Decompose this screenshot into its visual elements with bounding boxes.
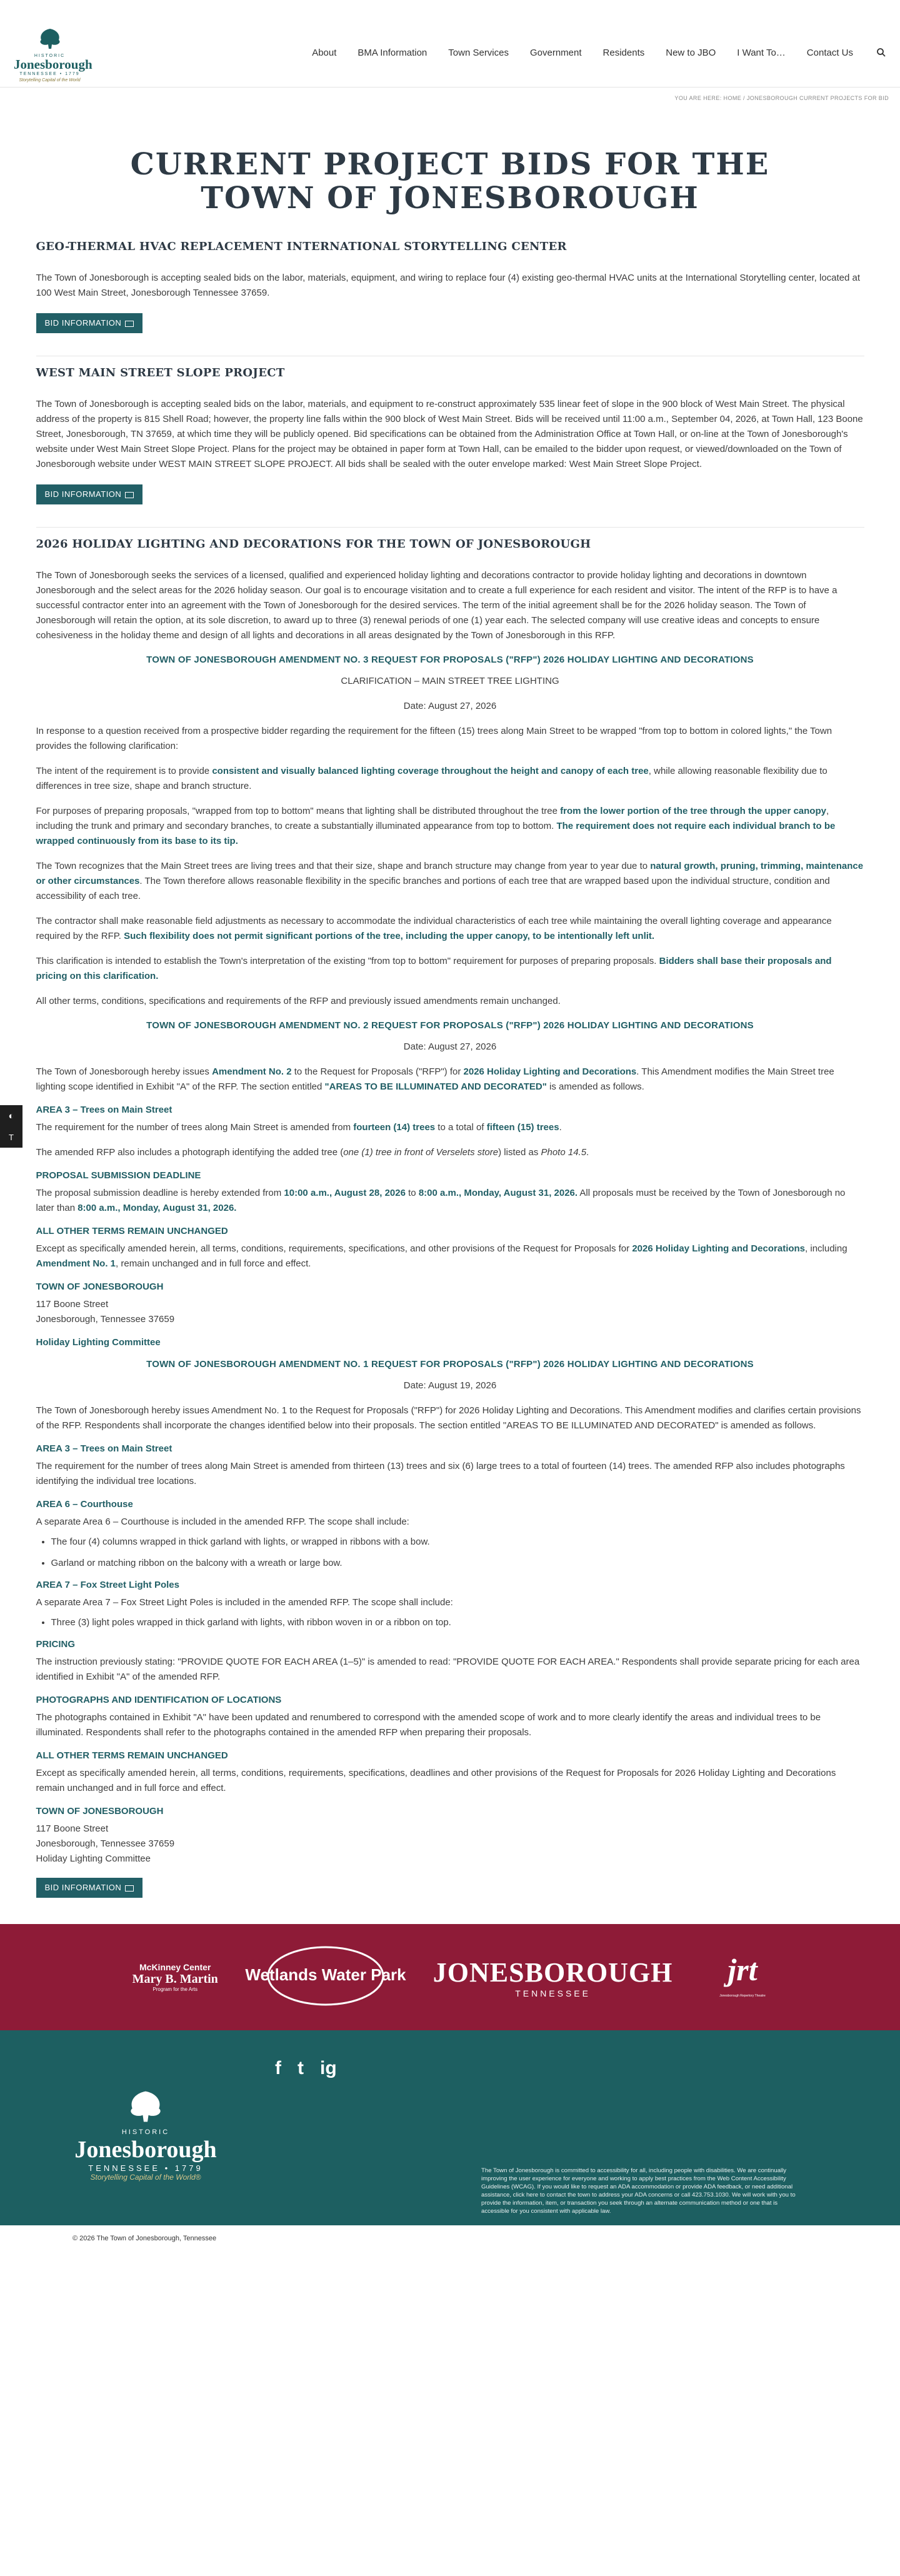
amendment-3-p3 bbox=[36, 804, 864, 849]
nav-residents[interactable]: Residents bbox=[602, 48, 645, 58]
bid-information-button-holiday[interactable] bbox=[36, 1878, 143, 1898]
amendment-1-title: TOWN OF JONESBOROUGH AMENDMENT NO. 1 REQUEST FOR PROPOSALS ("RFP") 2026 HOLIDAY LIGHTING AND DECORATIONS bbox=[146, 1359, 754, 1370]
amendment-1-address-1: 117 Boone Street bbox=[36, 1823, 109, 1834]
text-run: Except as specifically amended herein, all terms, conditions, requirements, specifications, and other provisions of the Request for Proposals for bbox=[36, 1243, 632, 1254]
logo-pre: HISTORIC bbox=[34, 54, 66, 58]
folder-icon bbox=[125, 321, 134, 327]
site-header bbox=[0, 0, 900, 88]
section-text-hvac: The Town of Jonesborough is accepting sealed bids on the labor, materials, equipment, and wiring to replace four (4) existing geo-thermal HVAC units at the International Storytelling center, located at 100 West Main Street, Jonesborough Tennessee 37659. bbox=[36, 273, 861, 298]
text-run-italic: Photo 14.5 bbox=[541, 1147, 587, 1158]
text-run: This clarification is intended to establish the Town's interpretation of the existing "from top to bottom" requirement for purposes of preparing proposals. bbox=[36, 956, 659, 966]
section-title-hvac: GEO-THERMAL HVAC REPLACEMENT INTERNATIONAL STORYTELLING CENTER bbox=[36, 240, 567, 253]
amendment-2-p3 bbox=[36, 1145, 864, 1160]
amendment-1-area3-heading: AREA 3 – Trees on Main Street bbox=[36, 1443, 172, 1454]
text-run: The proposal submission deadline is hereby extended from bbox=[36, 1188, 284, 1198]
twitter-glyph: t bbox=[298, 2058, 304, 2078]
amendment-1-other-text: Except as specifically amended herein, all terms, conditions, requirements, specifications, deadlines and other provisions of the Request for Proposals for 2026 Holiday Lighting and Decorations remain unchanged and in full force and effect. bbox=[36, 1768, 836, 1793]
nav-government[interactable]: Government bbox=[529, 48, 582, 58]
search-icon[interactable] bbox=[876, 48, 886, 58]
page-title: CURRENT PROJECT BIDS FOR THE TOWN OF JONESBOROUGH bbox=[130, 147, 770, 216]
sponsor-jonesborough-name: JONESBOROUGH bbox=[432, 1957, 673, 1988]
footer-logo-name: Jonesborough bbox=[74, 2137, 217, 2163]
text-run: . bbox=[586, 1147, 589, 1158]
sponsor-band bbox=[0, 1924, 900, 2030]
text-run: to bbox=[405, 1188, 419, 1198]
text-size-icon[interactable]: T bbox=[9, 1132, 14, 1142]
logo-name: Jonesborough bbox=[14, 57, 92, 72]
text-run: For purposes of preparing proposals, "wrapped from top to bottom" means that lighting shall be distributed throughout the tree bbox=[36, 806, 561, 816]
text-run: The Town recognizes that the Main Street trees are living trees and that their size, shape and branch structure may change from year to year due to bbox=[36, 861, 651, 871]
sponsor-jrt[interactable] bbox=[718, 1942, 768, 2013]
text-run: The Town of Jonesborough hereby issues bbox=[36, 1066, 212, 1077]
text-run-bold: "AREAS TO BE ILLUMINATED AND DECORATED" bbox=[324, 1081, 547, 1092]
amendment-1-pricing-text: The instruction previously stating: "PROVIDE QUOTE FOR EACH AREA (1–5)" is amended to read: "PROVIDE QUOTE FOR EACH AREA." Respondents shall provide separate pricing for each area identified in Exhibit "A" of the amended RFP. bbox=[36, 1656, 860, 1682]
amendment-2-address-2: Jonesborough, Tennessee 37659 bbox=[36, 1314, 175, 1325]
amendment-2-committee: Holiday Lighting Committee bbox=[36, 1337, 161, 1348]
text-run-bold: from the lower portion of the tree through the upper canopy bbox=[560, 806, 826, 816]
bid-information-button-slope[interactable] bbox=[36, 484, 143, 504]
text-run-bold: The requirement does not require each individual branch to be wrapped continuously from its base to its tip. bbox=[36, 821, 836, 846]
logo-tagline: Storytelling Capital of the World bbox=[19, 78, 81, 83]
footer-logo[interactable] bbox=[74, 2088, 218, 2182]
text-run: , including bbox=[805, 1243, 848, 1254]
bid-button-label: BID INFORMATION bbox=[44, 489, 122, 499]
main-content bbox=[36, 240, 864, 1898]
bid-information-button-hvac[interactable] bbox=[36, 313, 143, 333]
section-text-slope: The Town of Jonesborough is accepting sealed bids on the labor, materials, and equipment to re-construct approximately 535 linear feet of slope in the 900 block of West Main Street. The physical address of the property is 815 Shell Road; however, the property line falls within the 900 block of West Main Street. Bids will be received until 11:00 a.m., September 04, 2026, at Town Hall, 123 Boone Street, Jonesborough, TN 37659, at which time they will be publicly opened. Bid specifications can be obtained from the Administration Office at Town Hall, or on-line at the Town of Jonesborough's website under West Main Street Slope Project. Plans for the project may be obtained in paper form at Town Hall, can be emailed to the bidder upon request, or viewed/downloaded on the Town of Jonesborough website under WEST MAIN STREET SLOPE PROJECT. All bids shall be sealed with the outer envelope marked: West Main Street Slope Project. bbox=[36, 399, 863, 469]
text-run: to the Request for Proposals ("RFP") for bbox=[291, 1066, 464, 1077]
amendment-1-area7-list bbox=[51, 1615, 864, 1630]
logo-sub: TENNESSEE • 1779 bbox=[19, 72, 80, 76]
amendment-2-p1 bbox=[36, 1065, 864, 1095]
text-run: , remain unchanged and in full force and effect. bbox=[116, 1258, 311, 1269]
facebook-glyph: f bbox=[275, 2058, 281, 2078]
text-run-bold: fifteen (15) trees bbox=[486, 1122, 559, 1133]
text-run: , while allowing reasonable flexibility due to differences in tree size, shape and branch structure. bbox=[36, 766, 828, 791]
amendment-3-clarification: CLARIFICATION – MAIN STREET TREE LIGHTING bbox=[341, 676, 559, 686]
text-run-bold: natural growth, pruning, trimming, maintenance or other circumstances bbox=[36, 861, 864, 886]
sponsor-mckinney-line1: McKinney Center bbox=[139, 1962, 211, 1972]
main-nav bbox=[301, 48, 864, 58]
sponsor-mckinney-line3: Program for the Arts bbox=[152, 1987, 198, 1992]
jrt-logo-icon bbox=[718, 1942, 768, 2010]
sponsor-mckinney-center[interactable] bbox=[132, 1962, 218, 1992]
nav-contact-us[interactable]: Contact Us bbox=[806, 48, 853, 58]
text-run-bold: Such flexibility does not permit significant portions of the tree, including the upper canopy, to be intentionally left unlit. bbox=[124, 931, 655, 941]
text-run: ) listed as bbox=[498, 1147, 541, 1158]
section-intro-holiday: The Town of Jonesborough seeks the services of a licensed, qualified and experienced holiday lighting and decorations contractor to provide holiday lighting and decorations in downtown Jonesborough and the select areas for the 2026 holiday season. Our goal is to encourage visitation and to create a full experience for each resident and visitor. The intent of the RFP is to have a successful contractor enter into an agreement with the Town of Jonesborough for the desired services. The term of the initial agreement shall be for the 2026 holiday season. The Town of Jonesborough will retain the option, at its sole discretion, to award up to three (3) renewal periods of one (1) year each. The selected company will use creative ideas and concepts to ensure cohesiveness in the holiday theme and design of all lights and decorations in all areas designated by the Town of Jonesborough in this RFP. bbox=[36, 570, 838, 641]
text-run: The intent of the requirement is to provide bbox=[36, 766, 212, 776]
svg-text:jrt: jrt bbox=[728, 1952, 758, 1987]
text-run-bold: 8:00 a.m., Monday, August 31, 2026. bbox=[78, 1203, 237, 1213]
amendment-3-p7: All other terms, conditions, specifications and requirements of the RFP and previously issued amendments remain unchanged. bbox=[36, 996, 561, 1006]
amendment-2-deadline-heading: PROPOSAL SUBMISSION DEADLINE bbox=[36, 1170, 201, 1181]
amendment-1-photos-text: The photographs contained in Exhibit "A" have been updated and renumbered to correspond with the amended scope of work and to more clearly identify the areas and individual trees to be illuminated. Respondents shall refer to the photographs contained in the amended RFP when preparing their proposals. bbox=[36, 1712, 821, 1738]
instagram-glyph: ig bbox=[320, 2058, 337, 2078]
twitter-icon[interactable] bbox=[298, 2058, 304, 2079]
footer-logo-sub: TENNESSEE • 1779 bbox=[88, 2163, 203, 2173]
section-title-holiday: 2026 HOLIDAY LIGHTING AND DECORATIONS FOR THE TOWN OF JONESBOROUGH bbox=[36, 527, 864, 551]
site-footer bbox=[0, 2030, 900, 2225]
amendment-3-p2 bbox=[36, 764, 864, 794]
amendment-1-area6-heading: AREA 6 – Courthouse bbox=[36, 1499, 133, 1510]
copyright: © 2026 The Town of Jonesborough, Tennessee bbox=[72, 2235, 217, 2242]
wetlands-logo-icon bbox=[245, 1942, 406, 2010]
accessibility-statement: The Town of Jonesborough is committed to accessibility for all, including people with disabilities. We are continually improving the user experience for everyone and working to apply best practices from the Web Content Accessibility Guidelines (WCAG). If you would like to request an ADA accommodation or provide ADA feedback, or need additional assistance, click here to contact the town to address your ADA concerns or call 423.753.1030. We will work with you to provide the information, item, or transaction you seek through an alternate communication method or one that is accessible for you consistent with applicable law. bbox=[481, 2167, 796, 2215]
text-run: The amended RFP also includes a photograph identifying the added tree ( bbox=[36, 1147, 344, 1158]
amendment-2-address-1: 117 Boone Street bbox=[36, 1299, 109, 1310]
text-run: , including the trunk and primary and secondary branches, to create a substantially illuminated appearance from top to bottom. bbox=[36, 806, 829, 831]
text-run-bold: 8:00 a.m., Monday, August 31, 2026. bbox=[418, 1188, 578, 1198]
text-run-bold: Bidders shall base their proposals and pricing on this clarification. bbox=[36, 956, 832, 981]
amendment-1-p1: The Town of Jonesborough hereby issues Amendment No. 1 to the Request for Proposals ("RFP") for 2026 Holiday Lighting and Decorations. This Amendment modifies and clarifies certain provisions of the RFP. Respondents shall incorporate the changes identified below into their proposals. The section entitled "AREAS TO BE ILLUMINATED AND DECORATED" is amended as follows. bbox=[36, 1405, 861, 1431]
footer-logo-pre: HISTORIC bbox=[121, 2128, 170, 2136]
sponsor-mckinney-line2: Mary B. Martin bbox=[132, 1972, 218, 1986]
amendment-2-signature-heading: TOWN OF JONESBOROUGH bbox=[36, 1281, 164, 1292]
text-run-bold: 2026 Holiday Lighting and Decorations bbox=[632, 1243, 806, 1254]
amendment-1-committee: Holiday Lighting Committee bbox=[36, 1853, 151, 1864]
amendment-2-date: Date: August 27, 2026 bbox=[403, 1041, 497, 1052]
amendment-3-date: Date: August 27, 2026 bbox=[403, 701, 497, 711]
text-run-bold: fourteen (14) trees bbox=[353, 1122, 436, 1133]
amendment-1-other-heading: ALL OTHER TERMS REMAIN UNCHANGED bbox=[36, 1750, 228, 1761]
amendment-2-p4 bbox=[36, 1186, 864, 1216]
amendment-1-date: Date: August 19, 2026 bbox=[403, 1380, 497, 1391]
amendment-1-photos-heading: PHOTOGRAPHS AND IDENTIFICATION OF LOCATIONS bbox=[36, 1695, 282, 1705]
amendment-1-pricing-heading: PRICING bbox=[36, 1639, 76, 1650]
amendment-3-p6 bbox=[36, 954, 864, 984]
amendment-3-title: TOWN OF JONESBOROUGH AMENDMENT NO. 3 REQUEST FOR PROPOSALS ("RFP") 2026 HOLIDAY LIGHTING AND DECORATIONS bbox=[146, 654, 754, 665]
text-run-bold: 10:00 a.m., August 28, 2026 bbox=[284, 1188, 406, 1198]
text-run-italic: one (1) tree in front of Verselets store bbox=[343, 1147, 499, 1158]
contrast-toggle-icon[interactable]: ◐ bbox=[8, 1110, 14, 1121]
footer-logo-tagline: Storytelling Capital of the World® bbox=[90, 2173, 201, 2182]
list-item: • The four (4) columns wrapped in thick garland with lights, or wrapped in ribbons with a bow. bbox=[51, 1535, 864, 1550]
bid-button-label: BID INFORMATION bbox=[44, 318, 122, 328]
bid-button-label: BID INFORMATION bbox=[44, 1883, 122, 1892]
text-run: to a total of bbox=[435, 1122, 487, 1133]
folder-icon bbox=[125, 492, 134, 498]
text-run: The requirement for the number of trees along Main Street is amended from bbox=[36, 1122, 354, 1133]
site-logo[interactable] bbox=[14, 28, 92, 83]
nav-i-want-to[interactable]: I Want To… bbox=[737, 48, 786, 58]
list-item: • Garland or matching ribbon on the balcony with a wreath or large bow. bbox=[51, 1556, 864, 1571]
sponsor-jonesborough-state: TENNESSEE bbox=[515, 1988, 591, 1998]
amendment-2-area3-heading: AREA 3 – Trees on Main Street bbox=[36, 1105, 172, 1115]
amendment-1-area7-heading: AREA 7 – Fox Street Light Poles bbox=[36, 1580, 179, 1590]
amendment-1-area7-text: A separate Area 7 – Fox Street Light Poles is included in the amended RFP. The scope shall include: bbox=[36, 1597, 453, 1608]
accessibility-toolbar bbox=[0, 1105, 22, 1148]
list-item: • Three (3) light poles wrapped in thick garland with lights, with ribbon woven in or a ribbon on top. bbox=[51, 1615, 864, 1630]
section-title-slope: WEST MAIN STREET SLOPE PROJECT bbox=[36, 356, 864, 379]
instagram-icon[interactable] bbox=[320, 2058, 337, 2079]
social-links bbox=[275, 2058, 337, 2079]
folder-icon bbox=[125, 1885, 134, 1892]
amendment-3-p4 bbox=[36, 859, 864, 904]
amendment-2-p2 bbox=[36, 1120, 864, 1135]
amendment-1-address-2: Jonesborough, Tennessee 37659 bbox=[36, 1838, 175, 1849]
facebook-icon[interactable] bbox=[275, 2058, 281, 2079]
amendment-1-area6-text: A separate Area 6 – Courthouse is included in the amended RFP. The scope shall include: bbox=[36, 1516, 409, 1527]
sponsor-jonesborough[interactable] bbox=[433, 1957, 673, 1998]
text-run-bold: consistent and visually balanced lighting coverage throughout the height and canopy of each tree bbox=[212, 766, 649, 776]
nav-town-services[interactable]: Town Services bbox=[448, 48, 509, 58]
tree-logo-icon bbox=[124, 2088, 168, 2125]
text-run: . This Amendment modifies the Main Street tree lighting scope identified in Exhibit "A" of the RFP. The section entitled bbox=[36, 1066, 834, 1092]
text-run-bold: 2026 Holiday Lighting and Decorations bbox=[463, 1066, 637, 1077]
text-run-bold: Amendment No. 1 bbox=[36, 1258, 116, 1269]
amendment-1-signature-heading: TOWN OF JONESBOROUGH bbox=[36, 1806, 164, 1817]
amendment-3-p5 bbox=[36, 914, 864, 944]
text-run: All proposals must be received by the Town of Jonesborough no later than bbox=[36, 1188, 846, 1213]
text-run: . bbox=[559, 1122, 562, 1133]
text-run: . The Town therefore allows reasonable flexibility in the specific branches and portions of each tree that are wrapped based upon the individual structure, condition and accessibility of each tree. bbox=[36, 876, 830, 901]
jrt-logo-caption: Jonesborough Repertory Theatre bbox=[719, 1993, 766, 1998]
amendment-3-p1: In response to a question received from a prospective bidder regarding the requirement for the fifteen (15) trees along Main Street to be wrapped "from top to bottom in colored lights," the Town provides the following clarification: bbox=[36, 726, 832, 751]
amendment-1-area3-text: The requirement for the number of trees along Main Street is amended from thirteen (13) trees and six (6) large trees to a total of fourteen (14) trees. The amended RFP also includes photographs identifying the individual tree locations. bbox=[36, 1461, 845, 1486]
amendment-2-other-heading: ALL OTHER TERMS REMAIN UNCHANGED bbox=[36, 1226, 228, 1236]
amendment-2-title: TOWN OF JONESBOROUGH AMENDMENT NO. 2 REQUEST FOR PROPOSALS ("RFP") 2026 HOLIDAY LIGHTING AND DECORATIONS bbox=[146, 1020, 754, 1031]
nav-about[interactable]: About bbox=[312, 48, 337, 58]
text-run: is amended as follows. bbox=[546, 1081, 644, 1092]
sponsor-wetlands-water-park[interactable] bbox=[245, 1942, 406, 2013]
amendment-2-p5 bbox=[36, 1241, 864, 1271]
text-run: The contractor shall make reasonable field adjustments as necessary to accommodate the individual characteristics of each tree while maintaining the overall lighting coverage and appearance required by the RFP. bbox=[36, 916, 832, 941]
nav-bma-information[interactable]: BMA Information bbox=[358, 48, 428, 58]
amendment-1-area6-list bbox=[51, 1535, 864, 1571]
breadcrumb: YOU ARE HERE: HOME / JONESBOROUGH CURRENT PROJECTS FOR BID bbox=[674, 95, 889, 101]
tree-logo-icon bbox=[36, 28, 64, 50]
wetlands-logo-text: Wetlands Water Park bbox=[245, 1965, 406, 1984]
nav-new-to-jbo[interactable]: New to JBO bbox=[666, 48, 716, 58]
text-run-bold: Amendment No. 2 bbox=[212, 1066, 292, 1077]
